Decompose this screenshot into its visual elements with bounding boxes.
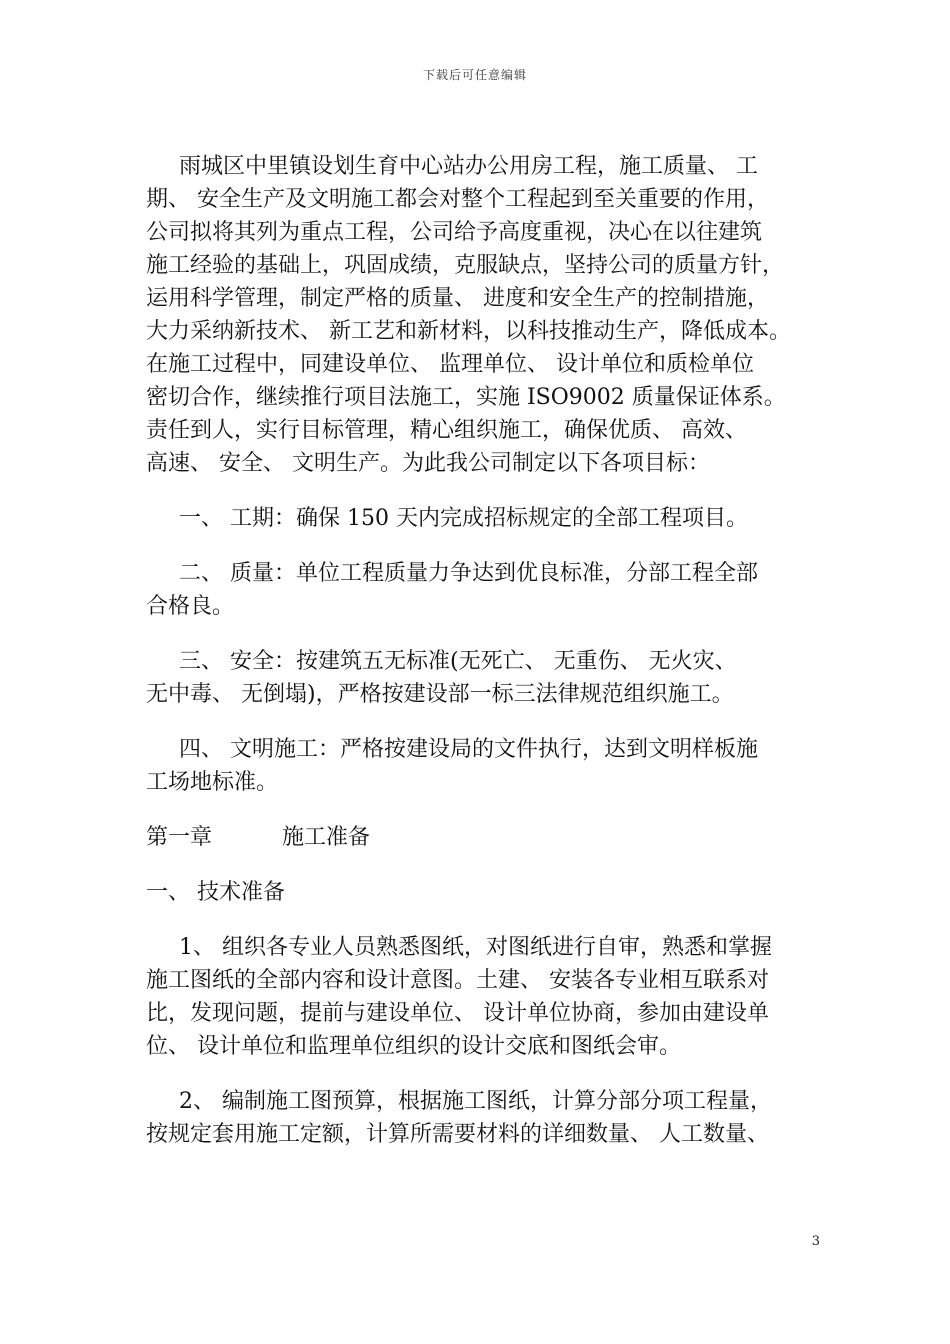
chapter-number: 第一章 <box>146 825 213 850</box>
section-heading: 一、 技术准备 <box>146 880 285 905</box>
text-line: 在施工过程中，同建设单位、 监理单位、 设计单位和质检单位 <box>146 352 754 377</box>
text-line: 施工经验的基础上，巩固成绩，克服缺点，坚持公司的质量方针， <box>146 253 785 278</box>
text-line: 三、 安全：按建筑五无标准(无死亡、 无重伤、 无火灾、 <box>179 649 737 674</box>
text-line: 期、 安全生产及文明施工都会对整个工程起到至关重要的作用， <box>146 187 769 212</box>
text-line: 二、 质量：单位工程质量力争达到优良标准，分部工程全部 <box>179 561 758 586</box>
text-line: 位、 设计单位和监理单位组织的设计交底和图纸会审。 <box>146 1034 681 1059</box>
text-line: 责任到人，实行目标管理，精心组织施工，确保优质、 高效、 <box>146 418 747 443</box>
text-line: 2、 编制施工图预算，根据施工图纸，计算分部分项工程量， <box>179 1089 772 1114</box>
text-line: 四、 文明施工：严格按建设局的文件执行，达到文明样板施 <box>179 737 758 762</box>
text-line: 按规定套用施工定额，计算所需要材料的详细数量、 人工数量、 <box>146 1122 769 1147</box>
text-line: 比，发现问题，提前与建设单位、 设计单位协商，参加由建设单 <box>146 1001 769 1026</box>
text-line: 施工图纸的全部内容和设计意图。土建、 安装各专业相互联系对 <box>146 968 769 993</box>
text-line: 一、 工期：确保 150 天内完成招标规定的全部工程项目。 <box>179 506 748 531</box>
text-line: 工场地标准。 <box>146 770 279 795</box>
header-note: 下载后可任意编辑 <box>422 68 527 82</box>
text-line: 大力采纳新技术、 新工艺和新材料，以科技推动生产，降低成本。 <box>146 319 791 344</box>
text-line: 1、 组织各专业人员熟悉图纸，对图纸进行自审，熟悉和掌握 <box>179 935 772 960</box>
text-line: 无中毒、 无倒塌)，严格按建设部一标三法律规范组织施工。 <box>146 682 734 707</box>
document-body <box>146 150 818 1173</box>
item-paragraph <box>146 1085 818 1151</box>
text-line: 合格良。 <box>146 594 235 619</box>
text-line: 高速、 安全、 文明生产。为此我公司制定以下各项目标： <box>146 451 710 476</box>
goal-schedule <box>146 502 818 535</box>
chapter-heading <box>146 821 818 854</box>
goal-quality <box>146 557 818 623</box>
text-line: 雨城区中里镇设划生育中心站办公用房工程，施工质量、 工 <box>179 154 758 179</box>
intro-paragraph <box>146 150 818 480</box>
page-number: 3 <box>811 1234 820 1249</box>
goal-civilized-construction <box>146 733 818 799</box>
text-line: 运用科学管理，制定严格的质量、 进度和安全生产的控制措施， <box>146 286 769 311</box>
chapter-title: 施工准备 <box>282 825 371 850</box>
item-paragraph <box>146 931 818 1063</box>
text-line: 公司拟将其列为重点工程，公司给予高度重视，决心在以往建筑 <box>146 220 763 245</box>
goal-safety <box>146 645 818 711</box>
text-line: 密切合作，继续推行项目法施工，实施 ISO9002 质量保证体系。 <box>146 385 786 410</box>
